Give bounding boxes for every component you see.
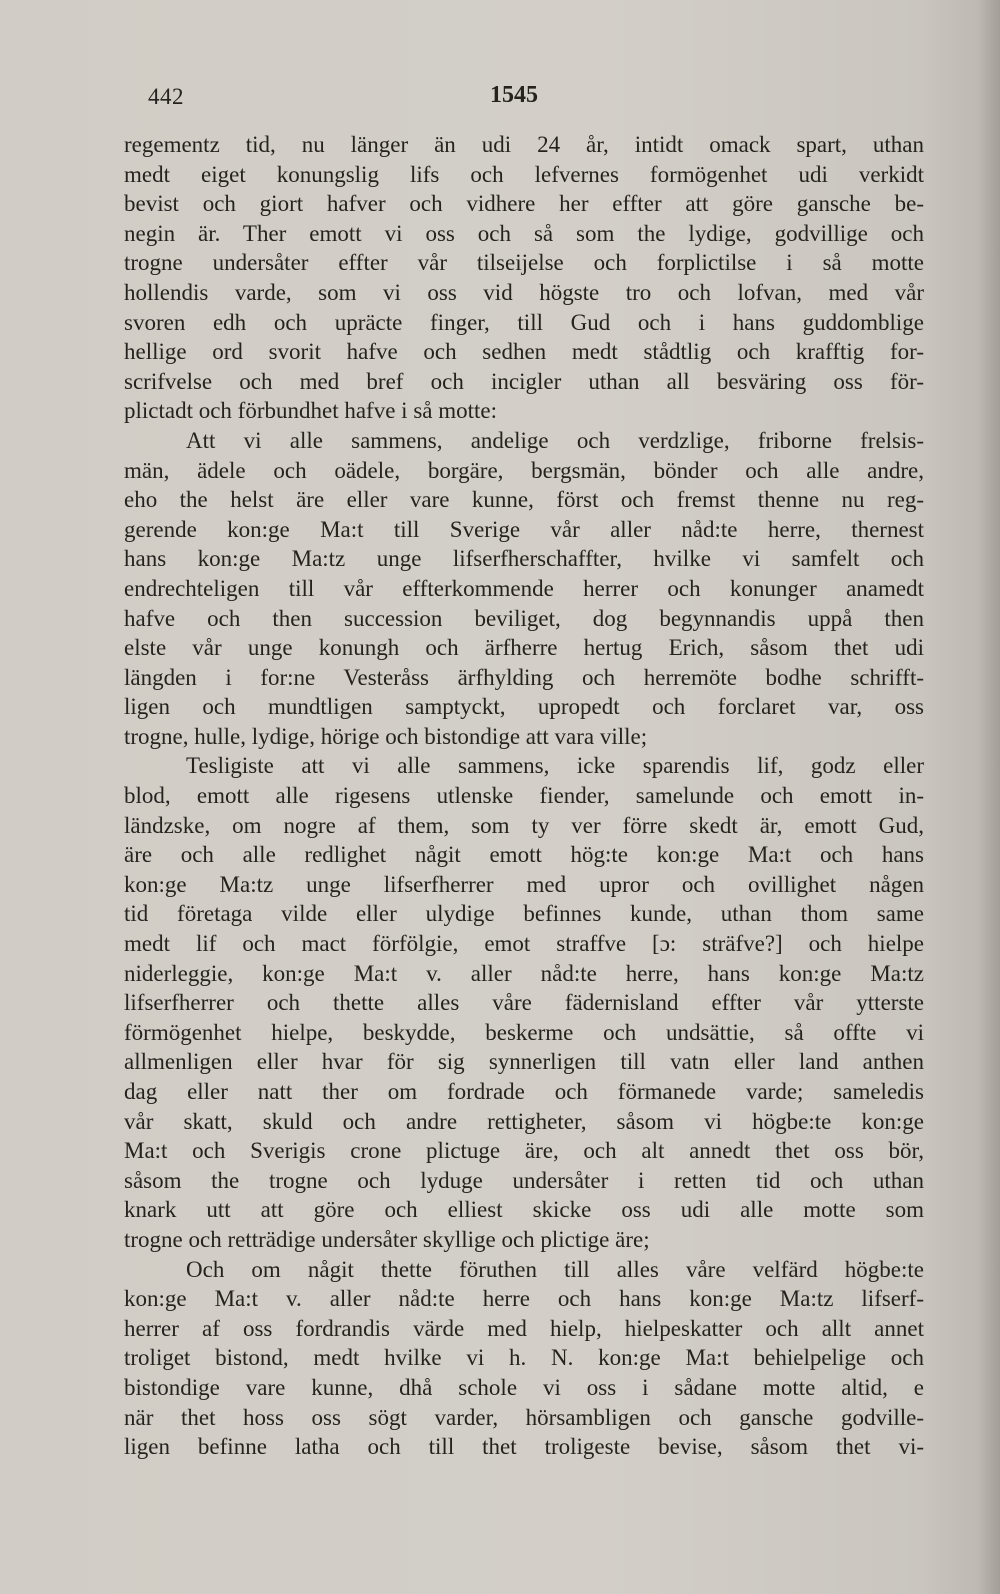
- text-line: män, ädele och oädele, borgäre, bergsmän, bönder och alle andre,: [124, 457, 924, 483]
- text-line: äre och alle redlighet någit emott hög:te kon:ge Ma:t och hans: [124, 842, 924, 868]
- running-header-year: 1545: [490, 82, 538, 108]
- text-line: scrifvelse och med bref och incigler uthan all besväring oss för-: [124, 368, 924, 394]
- text-line: knark utt att göre och elliest skicke oss udi alle motte som: [124, 1197, 924, 1223]
- text-line: Och om någit thette föruthen till alles våre velfärd högbe:te: [186, 1256, 924, 1282]
- text-line: niderleggie, kon:ge Ma:t v. aller nåd:te herre, hans kon:ge Ma:tz: [124, 960, 924, 986]
- text-line: ländzske, om nogre af them, som ty ver förre skedt är, emott Gud,: [124, 812, 924, 838]
- page-number: 442: [148, 84, 184, 109]
- text-line: när thet hoss oss sögt varder, hörsambligen och gansche godville-: [124, 1404, 924, 1430]
- text-line: herrer af oss fordrandis värde med hielp, hielpeskatter och allt annet: [124, 1315, 924, 1341]
- text-line: förmögenhet hielpe, beskydde, beskerme och undsättie, så offte vi: [124, 1019, 924, 1045]
- text-line: hellige ord svorit hafve och sedhen medt stådtlig och krafftig for-: [124, 339, 924, 365]
- text-line: eho the helst äre eller vare kunne, först och fremst thenne nu reg-: [124, 487, 924, 513]
- text-line: kon:ge Ma:tz unge lifserfherrer med upror och ovillighet någen: [124, 871, 924, 897]
- text-line: hans kon:ge Ma:tz unge lifserfherschaffter, hvilke vi samfelt och: [124, 546, 924, 572]
- text-line: Att vi alle sammens, andelige och verdzlige, friborne frelsis-: [186, 427, 924, 453]
- text-line: troliget bistond, medt hvilke vi h. N. kon:ge Ma:t behielpelige och: [124, 1345, 924, 1371]
- text-line: negin är. Ther emott vi oss och så som the lydige, godvillige och: [124, 220, 924, 246]
- text-line: bevist och giort hafver och vidhere her effter att göre gansche be-: [124, 191, 924, 217]
- text-line: gerende kon:ge Ma:t till Sverige vår aller nåd:te herre, thernest: [124, 516, 924, 542]
- text-line: elste vår unge konungh och ärfherre hertug Erich, såsom thet udi: [124, 635, 924, 661]
- text-line: regementz tid, nu länger än udi 24 år, intidt omack spart, uthan: [124, 132, 924, 157]
- text-line: svoren edh och upräcte finger, till Gud och i hans guddomblige: [124, 309, 924, 335]
- text-line: hollendis varde, som vi oss vid högste tro och lofvan, med vår: [124, 279, 924, 305]
- text-line: tid företaga vilde eller ulydige befinnes kunde, uthan thom same: [124, 901, 924, 927]
- text-line: ligen befinne latha och till thet troligeste bevise, såsom thet vi-: [124, 1434, 924, 1460]
- text-line: Ma:t och Sverigis crone plictuge äre, och alt annedt thet oss bör,: [124, 1138, 924, 1164]
- page-edge-shadow: [978, 0, 1000, 1594]
- text-line: Tesligiste att vi alle sammens, icke sparendis lif, godz eller: [186, 753, 924, 779]
- text-line: bistondige vare kunne, dhå schole vi oss i sådane motte altid, e: [124, 1374, 924, 1400]
- text-line: vår skatt, skuld och andre rettigheter, såsom vi högbe:te kon:ge: [124, 1108, 924, 1134]
- text-line: hafve och then succession beviliget, dog begynnandis uppå then: [124, 605, 924, 631]
- body-text: [124, 130, 924, 1462]
- text-line: plictadt och förbundhet hafve i så motte:: [124, 398, 497, 424]
- text-line: allmenligen eller hvar för sig synnerligen till vatn eller land anthen: [124, 1049, 924, 1075]
- text-line: såsom the trogne och lyduge undersåter i retten tid och uthan: [124, 1167, 924, 1193]
- text-line: trogne, hulle, lydige, hörige och bistondige att vara ville;: [124, 723, 648, 749]
- text-line: blod, emott alle rigesens utlenske fiender, samelunde och emott in-: [124, 783, 924, 809]
- text-line: ligen och mundtligen samptyckt, upropedt och forclaret var, oss: [124, 694, 924, 720]
- text-line: kon:ge Ma:t v. aller nåd:te herre och hans kon:ge Ma:tz lifserf-: [124, 1286, 924, 1312]
- text-line: lifserfherrer och thette alles våre fädernisland effter vår ytterste: [124, 990, 924, 1016]
- text-line: dag eller natt ther om fordrade och förmanede varde; sameledis: [124, 1079, 924, 1104]
- text-line: endrechteligen till vår effterkommende herrer och konunger anamedt: [124, 575, 924, 601]
- text-line: längden i for:ne Vesteråss ärfhylding och herremöte bodhe schrifft-: [124, 664, 924, 690]
- text-line: trogne undersåter effter vår tilseijelse och forplictilse i så motte: [124, 250, 924, 276]
- text-line: medt eiget konungslig lifs och lefvernes formögenhet udi verkidt: [124, 161, 924, 187]
- text-line: medt lif och mact förfölgie, emot straffve [ɔ: sträfve?] och hielpe: [124, 931, 924, 957]
- text-line: trogne och retträdige undersåter skyllige och plictige äre;: [124, 1226, 650, 1252]
